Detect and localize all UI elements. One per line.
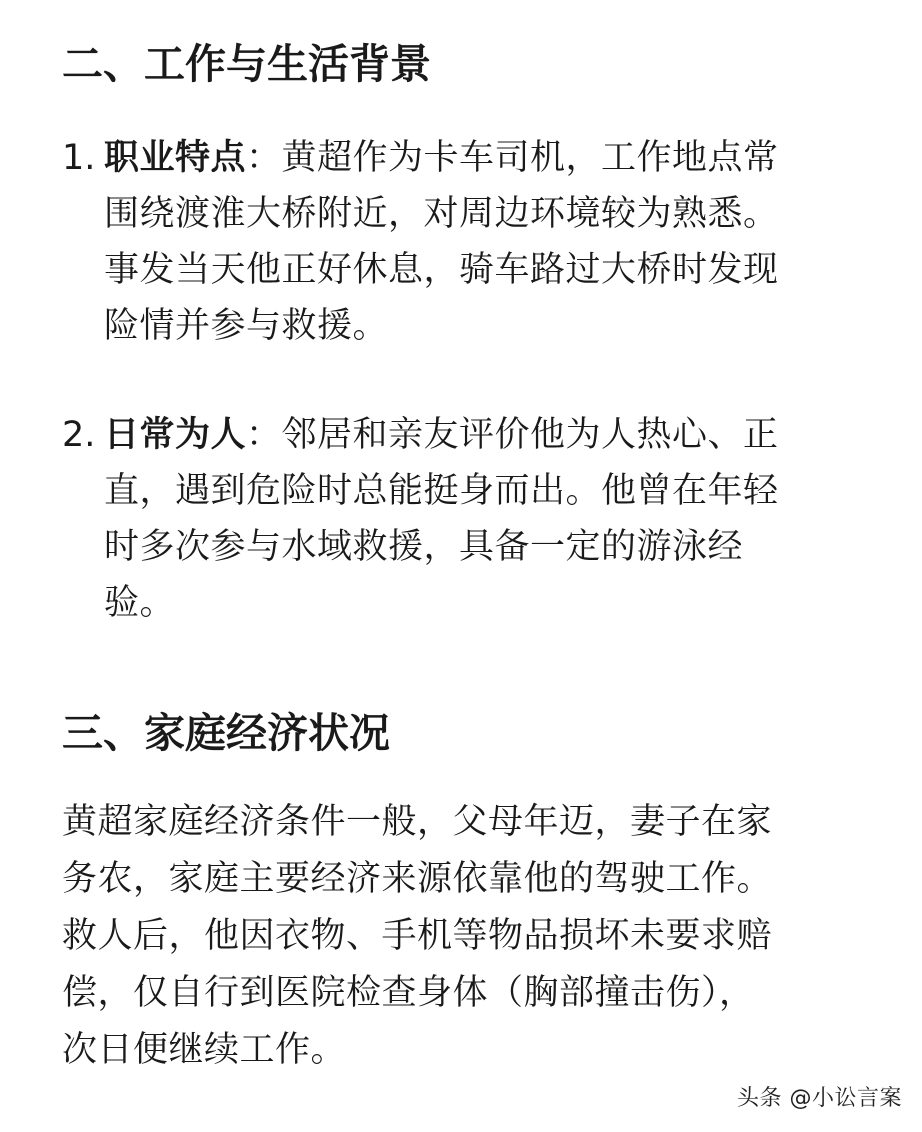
text-line [104, 130, 852, 186]
watermark: 头条 @小讼言案 [737, 1086, 902, 1111]
text-line: 险情并参与救援。 [104, 306, 389, 346]
text-line: 时多次参与水域救援，具备一定的游泳经 [104, 527, 744, 567]
list-item-occupation [62, 130, 852, 354]
text-line: 次日便继续工作。 [62, 1030, 347, 1070]
list-item-body [104, 130, 852, 354]
item-label: 职业特点 [104, 138, 247, 178]
section-heading-family-economy: 三、家庭经济状况 [62, 709, 390, 757]
text-line: 偿，仅自行到医院检查身体（胸部撞击伤）， [62, 973, 755, 1013]
text-line-content: 黄超作为卡车司机，工作地点常 [281, 138, 779, 178]
text-line: 救人后，他因衣物、手机等物品损坏未要求赔 [62, 916, 773, 956]
section-heading-work-life: 二、工作与生活背景 [62, 40, 431, 88]
text-line: 验。 [104, 583, 176, 623]
list-number: 1. [62, 138, 96, 178]
list-number: 2. [62, 415, 96, 455]
text-line: 务农，家庭主要经济来源依靠他的驾驶工作。 [62, 859, 773, 899]
text-line: 黄超家庭经济条件一般，父母年迈，妻子在家 [62, 802, 773, 842]
text-line-content: 邻居和亲友评价他为人热心、正 [281, 415, 779, 455]
text-line: 事发当天他正好休息，骑车路过大桥时发现 [104, 250, 779, 290]
text-line: 直，遇到危险时总能挺身而出。他曾在年轻 [104, 471, 779, 511]
text-line: 围绕渡淮大桥附近，对周边环境较为熟悉。 [104, 194, 779, 234]
label-separator: ： [246, 415, 282, 455]
list-item-character [62, 407, 852, 631]
label-separator: ： [246, 138, 282, 178]
family-economy-paragraph [62, 794, 862, 1079]
text-line [104, 407, 852, 463]
item-label: 日常为人 [104, 415, 247, 455]
list-item-body [104, 407, 852, 631]
